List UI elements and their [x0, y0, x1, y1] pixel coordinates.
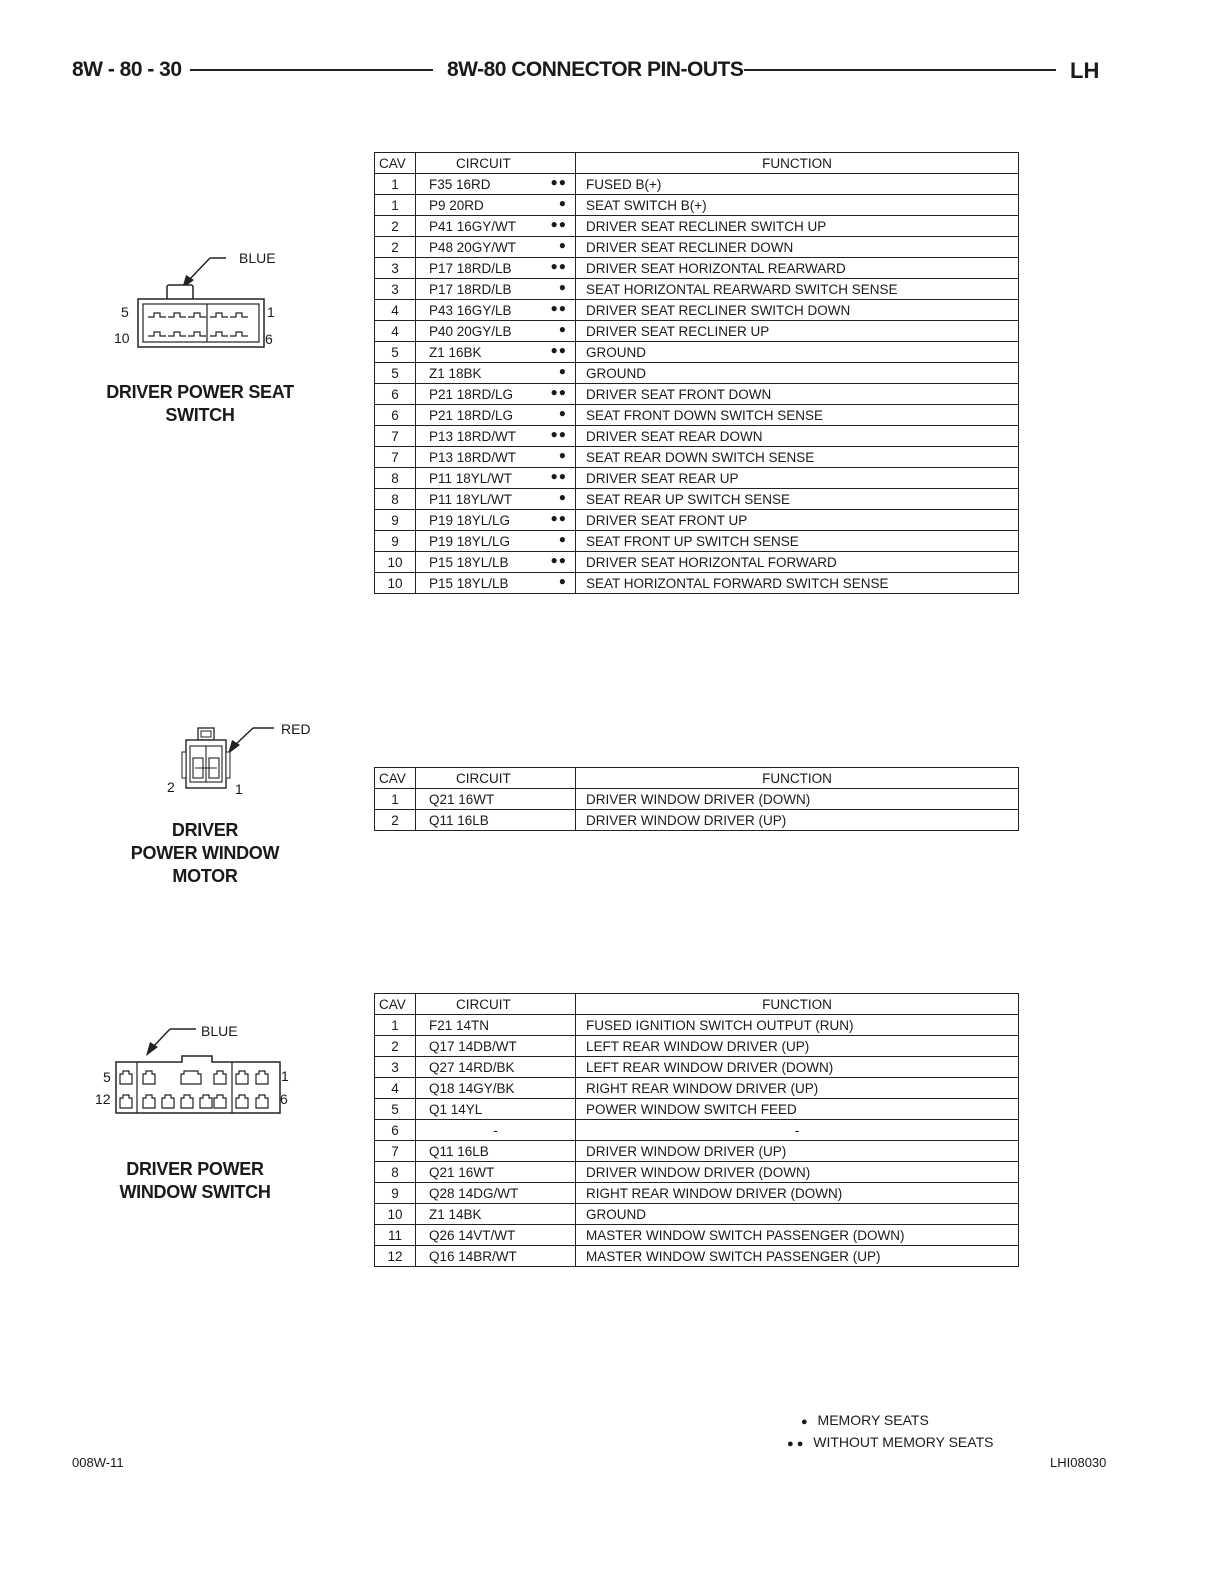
circuit-text: Q11 16LB	[429, 812, 489, 828]
cav-cell: 5	[375, 1099, 416, 1120]
single-dot-icon: ●	[558, 280, 567, 294]
connector2-color: RED	[281, 721, 311, 737]
function-cell: GROUND	[576, 1204, 1019, 1225]
function-cell: -	[576, 1120, 1019, 1141]
circuit-cell	[416, 489, 576, 510]
cav-cell: 7	[375, 426, 416, 447]
connector1-pin-label: 10	[114, 330, 130, 346]
circuit-cell	[416, 510, 576, 531]
page-title: 8W-80 CONNECTOR PIN-OUTS	[447, 58, 744, 81]
table-row	[375, 1225, 1019, 1246]
circuit-text: Z1 16BK	[429, 344, 482, 360]
cav-cell: 2	[375, 237, 416, 258]
circuit-text: P15 18YL/LB	[429, 575, 509, 591]
connector3-pin-label: 12	[95, 1091, 111, 1107]
double-dot-icon: ●●	[550, 553, 567, 567]
table-row	[375, 1099, 1019, 1120]
circuit-text: Q1 14YL	[429, 1101, 483, 1117]
connector1-pin-label: 5	[121, 304, 129, 320]
cav-cell: 4	[375, 1078, 416, 1099]
driver-power-window-switch-pinout-table	[374, 993, 1019, 1267]
cav-cell: 4	[375, 300, 416, 321]
cav-cell: 7	[375, 1141, 416, 1162]
double-dot-icon: ●●	[550, 343, 567, 357]
function-cell: DRIVER SEAT RECLINER DOWN	[576, 237, 1019, 258]
single-dot-icon: ●	[558, 406, 567, 420]
connector3-pin-label: 6	[280, 1091, 288, 1107]
table-row	[375, 1246, 1019, 1267]
cav-cell: 5	[375, 363, 416, 384]
table-row	[375, 1204, 1019, 1225]
connector3-pin-label: 5	[103, 1069, 111, 1085]
cav-cell: 1	[375, 174, 416, 195]
single-dot-icon: ●	[558, 196, 567, 210]
circuit-cell	[416, 1078, 576, 1099]
col-circuit: CIRCUIT	[416, 153, 576, 174]
table-row	[375, 300, 1019, 321]
col-cav: CAV	[375, 153, 416, 174]
double-dot-icon: ●●	[550, 511, 567, 525]
legend-without-memory-seats	[787, 1434, 993, 1450]
caption-line: POWER WINDOW	[130, 843, 280, 863]
table-row	[375, 1015, 1019, 1036]
function-cell: RIGHT REAR WINDOW DRIVER (DOWN)	[576, 1183, 1019, 1204]
table-header-row	[375, 768, 1019, 789]
circuit-cell	[416, 342, 576, 363]
table-row	[375, 1162, 1019, 1183]
cav-cell: 9	[375, 510, 416, 531]
function-cell: DRIVER SEAT RECLINER SWITCH UP	[576, 216, 1019, 237]
table-row	[375, 1057, 1019, 1078]
circuit-text: P13 18RD/WT	[429, 428, 517, 444]
cav-cell: 8	[375, 489, 416, 510]
cav-cell: 9	[375, 1183, 416, 1204]
circuit-text: P21 18RD/LG	[429, 386, 514, 402]
circuit-cell	[416, 1120, 576, 1141]
section-tag: LH	[1070, 58, 1100, 83]
circuit-cell	[416, 216, 576, 237]
circuit-cell	[416, 195, 576, 216]
circuit-text: P40 20GY/LB	[429, 323, 512, 339]
function-cell: DRIVER WINDOW DRIVER (DOWN)	[576, 1162, 1019, 1183]
table-row	[375, 789, 1019, 810]
caption-line: DRIVER	[171, 820, 239, 840]
cav-cell: 7	[375, 447, 416, 468]
connector3-pin-label: 1	[281, 1068, 289, 1084]
table-row	[375, 489, 1019, 510]
function-cell: GROUND	[576, 342, 1019, 363]
cav-cell: 1	[375, 195, 416, 216]
table-row	[375, 342, 1019, 363]
circuit-cell	[416, 1246, 576, 1267]
cav-cell: 8	[375, 1162, 416, 1183]
driver-power-window-motor-pinout-table	[374, 767, 1019, 831]
single-dot-icon: ●	[558, 574, 567, 588]
function-cell: SEAT HORIZONTAL REARWARD SWITCH SENSE	[576, 279, 1019, 300]
circuit-text: P13 18RD/WT	[429, 449, 517, 465]
circuit-cell	[416, 810, 576, 831]
cav-cell: 2	[375, 810, 416, 831]
connector2-caption	[105, 819, 305, 888]
circuit-cell	[416, 1141, 576, 1162]
circuit-text: Q17 14DB/WT	[429, 1038, 517, 1054]
col-function: FUNCTION	[576, 994, 1019, 1015]
table-row	[375, 531, 1019, 552]
function-cell: GROUND	[576, 363, 1019, 384]
circuit-cell	[416, 363, 576, 384]
circuit-text: P19 18YL/LG	[429, 533, 511, 549]
function-cell: RIGHT REAR WINDOW DRIVER (UP)	[576, 1078, 1019, 1099]
circuit-text: P41 16GY/WT	[429, 218, 517, 234]
cav-cell: 1	[375, 1015, 416, 1036]
circuit-cell	[416, 531, 576, 552]
single-dot-icon: ●	[558, 490, 567, 504]
header-rule-left	[190, 69, 433, 71]
table-row	[375, 447, 1019, 468]
circuit-text: P15 18YL/LB	[429, 554, 509, 570]
col-function: FUNCTION	[576, 768, 1019, 789]
circuit-cell	[416, 447, 576, 468]
table-row	[375, 1078, 1019, 1099]
col-function: FUNCTION	[576, 153, 1019, 174]
header-rule-right	[744, 69, 1056, 71]
cav-cell: 2	[375, 1036, 416, 1057]
function-cell: DRIVER WINDOW DRIVER (DOWN)	[576, 789, 1019, 810]
circuit-text: P48 20GY/WT	[429, 239, 517, 255]
circuit-text: P9 20RD	[429, 197, 484, 213]
table-row	[375, 237, 1019, 258]
circuit-text: -	[493, 1122, 498, 1138]
footer-left: 008W-11	[72, 1455, 124, 1470]
function-cell: MASTER WINDOW SWITCH PASSENGER (DOWN)	[576, 1225, 1019, 1246]
caption-line: DRIVER POWER	[126, 1159, 264, 1179]
table-header-row	[375, 153, 1019, 174]
col-cav: CAV	[375, 768, 416, 789]
cav-cell: 3	[375, 279, 416, 300]
table-row	[375, 1183, 1019, 1204]
connector2-pin-label: 2	[167, 779, 175, 795]
function-cell: DRIVER SEAT HORIZONTAL REARWARD	[576, 258, 1019, 279]
circuit-text: Q16 14BR/WT	[429, 1248, 517, 1264]
connector1-color: BLUE	[239, 250, 276, 266]
single-dot-icon: ●	[558, 238, 567, 252]
driver-power-window-switch-connector-diagram	[110, 1020, 290, 1120]
cav-cell: 3	[375, 258, 416, 279]
double-dot-icon: ●●	[550, 259, 567, 273]
connector1-pin-label: 1	[267, 304, 275, 320]
function-cell: DRIVER WINDOW DRIVER (UP)	[576, 1141, 1019, 1162]
cav-cell: 2	[375, 216, 416, 237]
driver-power-window-motor-connector-diagram	[170, 716, 290, 806]
legend-label: MEMORY SEATS	[817, 1412, 929, 1428]
cav-cell: 3	[375, 1057, 416, 1078]
cav-cell: 11	[375, 1225, 416, 1246]
cav-cell: 9	[375, 531, 416, 552]
col-circuit: CIRCUIT	[416, 994, 576, 1015]
function-cell: SEAT REAR UP SWITCH SENSE	[576, 489, 1019, 510]
function-cell: DRIVER SEAT REAR DOWN	[576, 426, 1019, 447]
function-cell: DRIVER SEAT REAR UP	[576, 468, 1019, 489]
cav-cell: 1	[375, 789, 416, 810]
double-dot-icon: ●●	[550, 175, 567, 189]
circuit-cell	[416, 237, 576, 258]
single-dot-icon: ●	[558, 364, 567, 378]
circuit-cell	[416, 321, 576, 342]
circuit-cell	[416, 1099, 576, 1120]
table-row	[375, 384, 1019, 405]
page-number: 8W - 80 - 30	[72, 58, 182, 81]
circuit-cell	[416, 552, 576, 573]
col-cav: CAV	[375, 994, 416, 1015]
function-cell: DRIVER SEAT HORIZONTAL FORWARD	[576, 552, 1019, 573]
table-row	[375, 810, 1019, 831]
function-cell: DRIVER SEAT FRONT UP	[576, 510, 1019, 531]
circuit-text: P19 18YL/LG	[429, 512, 511, 528]
cav-cell: 6	[375, 405, 416, 426]
driver-power-seat-switch-pinout-table	[374, 152, 1019, 594]
caption-line: DRIVER POWER SEAT	[106, 382, 294, 402]
table-row	[375, 258, 1019, 279]
single-dot-icon: ●	[558, 448, 567, 462]
circuit-cell	[416, 405, 576, 426]
double-dot-icon: ●●	[550, 301, 567, 315]
cav-cell: 6	[375, 384, 416, 405]
table-row	[375, 426, 1019, 447]
circuit-cell	[416, 1057, 576, 1078]
table-row	[375, 1120, 1019, 1141]
function-cell: SEAT SWITCH B(+)	[576, 195, 1019, 216]
circuit-cell	[416, 468, 576, 489]
legend-memory-seats	[801, 1412, 929, 1428]
function-cell: SEAT REAR DOWN SWITCH SENSE	[576, 447, 1019, 468]
function-cell: LEFT REAR WINDOW DRIVER (DOWN)	[576, 1057, 1019, 1078]
function-cell: FUSED IGNITION SWITCH OUTPUT (RUN)	[576, 1015, 1019, 1036]
table-row	[375, 510, 1019, 531]
col-circuit: CIRCUIT	[416, 768, 576, 789]
table-row	[375, 1036, 1019, 1057]
footer-right: LHI08030	[1050, 1455, 1107, 1470]
table-row	[375, 405, 1019, 426]
circuit-cell	[416, 174, 576, 195]
circuit-cell	[416, 300, 576, 321]
double-dot-icon: ● ●	[787, 1438, 804, 1450]
caption-line: MOTOR	[172, 866, 238, 886]
circuit-text: Q11 16LB	[429, 1143, 489, 1159]
function-cell: FUSED B(+)	[576, 174, 1019, 195]
circuit-text: Q21 16WT	[429, 791, 495, 807]
cav-cell: 10	[375, 552, 416, 573]
circuit-cell	[416, 573, 576, 594]
cav-cell: 5	[375, 342, 416, 363]
double-dot-icon: ●●	[550, 217, 567, 231]
cav-cell: 8	[375, 468, 416, 489]
connector1-caption	[95, 381, 305, 427]
circuit-text: Z1 14BK	[429, 1206, 482, 1222]
circuit-text: P17 18RD/LB	[429, 260, 512, 276]
function-cell: LEFT REAR WINDOW DRIVER (UP)	[576, 1036, 1019, 1057]
circuit-text: Q21 16WT	[429, 1164, 495, 1180]
single-dot-icon: ●	[558, 532, 567, 546]
connector3-color: BLUE	[201, 1023, 238, 1039]
function-cell: DRIVER WINDOW DRIVER (UP)	[576, 810, 1019, 831]
circuit-cell	[416, 789, 576, 810]
circuit-cell	[416, 1204, 576, 1225]
cav-cell: 10	[375, 573, 416, 594]
table-row	[375, 321, 1019, 342]
double-dot-icon: ●●	[550, 385, 567, 399]
circuit-text: P17 18RD/LB	[429, 281, 512, 297]
circuit-text: F35 16RD	[429, 176, 491, 192]
function-cell: SEAT FRONT DOWN SWITCH SENSE	[576, 405, 1019, 426]
connector1-pin-label: 6	[265, 331, 273, 347]
table-row	[375, 468, 1019, 489]
cav-cell: 12	[375, 1246, 416, 1267]
function-cell: SEAT FRONT UP SWITCH SENSE	[576, 531, 1019, 552]
function-cell: DRIVER SEAT RECLINER SWITCH DOWN	[576, 300, 1019, 321]
function-cell: DRIVER SEAT RECLINER UP	[576, 321, 1019, 342]
circuit-cell	[416, 1183, 576, 1204]
table-row	[375, 216, 1019, 237]
legend-label: WITHOUT MEMORY SEATS	[813, 1434, 994, 1450]
table-row	[375, 195, 1019, 216]
table-row	[375, 363, 1019, 384]
table-row	[375, 552, 1019, 573]
circuit-text: P21 18RD/LG	[429, 407, 514, 423]
table-row	[375, 573, 1019, 594]
circuit-text: Q28 14DG/WT	[429, 1185, 519, 1201]
circuit-cell	[416, 258, 576, 279]
single-dot-icon: ●	[558, 322, 567, 336]
table-row	[375, 1141, 1019, 1162]
circuit-text: Q18 14GY/BK	[429, 1080, 515, 1096]
function-cell: MASTER WINDOW SWITCH PASSENGER (UP)	[576, 1246, 1019, 1267]
circuit-text: P11 18YL/WT	[429, 491, 513, 507]
circuit-cell	[416, 1015, 576, 1036]
circuit-text: P43 16GY/LB	[429, 302, 512, 318]
double-dot-icon: ●●	[550, 469, 567, 483]
table-row	[375, 279, 1019, 300]
circuit-cell	[416, 279, 576, 300]
circuit-cell	[416, 1036, 576, 1057]
cav-cell: 6	[375, 1120, 416, 1141]
double-dot-icon: ●●	[550, 427, 567, 441]
circuit-text: F21 14TN	[429, 1017, 490, 1033]
circuit-text: Q27 14RD/BK	[429, 1059, 515, 1075]
caption-line: WINDOW SWITCH	[119, 1182, 271, 1202]
circuit-text: Z1 18BK	[429, 365, 482, 381]
function-cell: POWER WINDOW SWITCH FEED	[576, 1099, 1019, 1120]
table-header-row	[375, 994, 1019, 1015]
function-cell: SEAT HORIZONTAL FORWARD SWITCH SENSE	[576, 573, 1019, 594]
circuit-cell	[416, 1225, 576, 1246]
cav-cell: 4	[375, 321, 416, 342]
cav-cell: 10	[375, 1204, 416, 1225]
caption-line: SWITCH	[165, 405, 235, 425]
connector2-pin-label: 1	[235, 781, 243, 797]
circuit-text: Q26 14VT/WT	[429, 1227, 516, 1243]
single-dot-icon: ●	[801, 1416, 808, 1428]
function-cell: DRIVER SEAT FRONT DOWN	[576, 384, 1019, 405]
circuit-cell	[416, 1162, 576, 1183]
circuit-text: P11 18YL/WT	[429, 470, 513, 486]
table-row	[375, 174, 1019, 195]
circuit-cell	[416, 384, 576, 405]
circuit-cell	[416, 426, 576, 447]
connector3-caption	[95, 1158, 295, 1204]
